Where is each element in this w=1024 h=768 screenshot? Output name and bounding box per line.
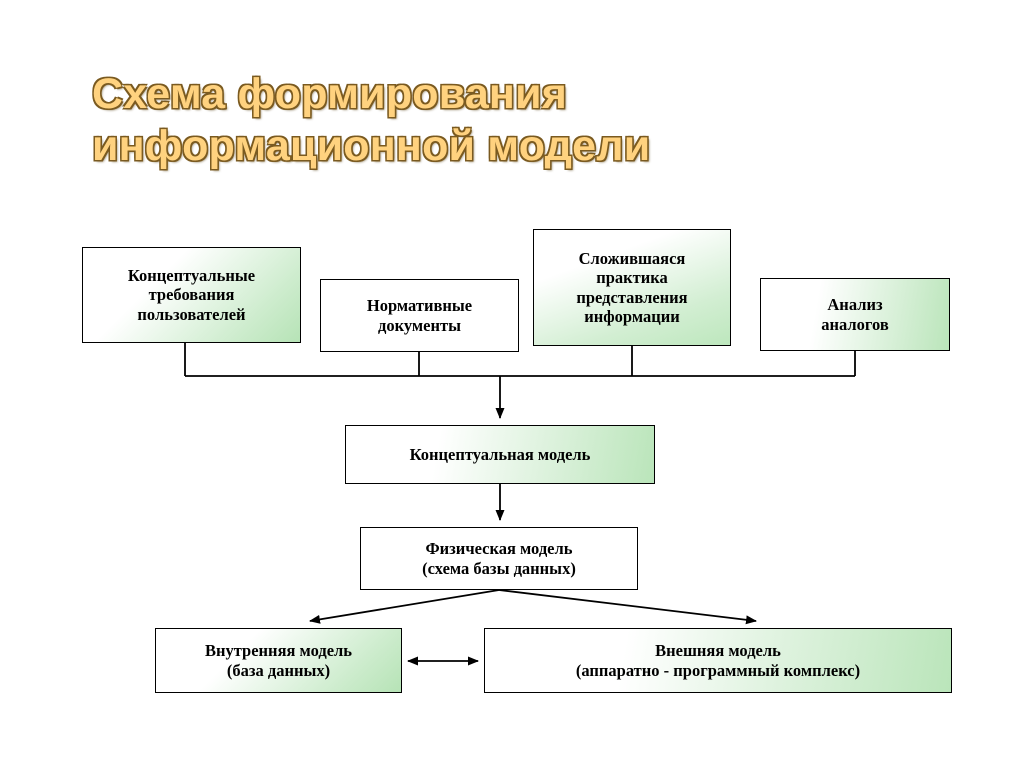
node-line: Концептуальная модель	[409, 444, 591, 464]
node-line: Внутренняя модель	[204, 641, 352, 661]
node-line: Концептуальные	[127, 265, 256, 285]
node-line: требования	[148, 285, 235, 305]
node-conceptual-model[interactable]	[345, 425, 655, 484]
node-line: Физическая модель	[425, 539, 573, 559]
node-line: Нормативные	[366, 296, 473, 316]
node-analysis-of-analogues[interactable]	[760, 278, 950, 351]
node-physical-model[interactable]	[360, 527, 638, 590]
page-title: Схема формирования информационной модели	[92, 70, 651, 171]
node-conceptual-requirements[interactable]	[82, 247, 301, 343]
node-line: аналогов	[821, 314, 889, 334]
node-normative-documents[interactable]	[320, 279, 519, 352]
node-line: практика	[596, 268, 668, 288]
node-line: Внешняя модель	[655, 641, 781, 661]
node-line: (аппаратно - программный комплекс)	[575, 660, 861, 680]
node-line: (база данных)	[226, 660, 331, 680]
node-line: информации	[584, 306, 680, 326]
node-line: представления	[576, 287, 688, 307]
node-line: Сложившаяся	[578, 248, 686, 268]
node-internal-model[interactable]	[155, 628, 402, 693]
node-external-model[interactable]	[484, 628, 952, 693]
node-line: пользователей	[137, 304, 246, 324]
node-established-practice[interactable]	[533, 229, 731, 346]
node-line: документы	[378, 315, 461, 335]
node-line: (схема базы данных)	[422, 558, 576, 578]
node-line: Анализ	[827, 295, 883, 315]
